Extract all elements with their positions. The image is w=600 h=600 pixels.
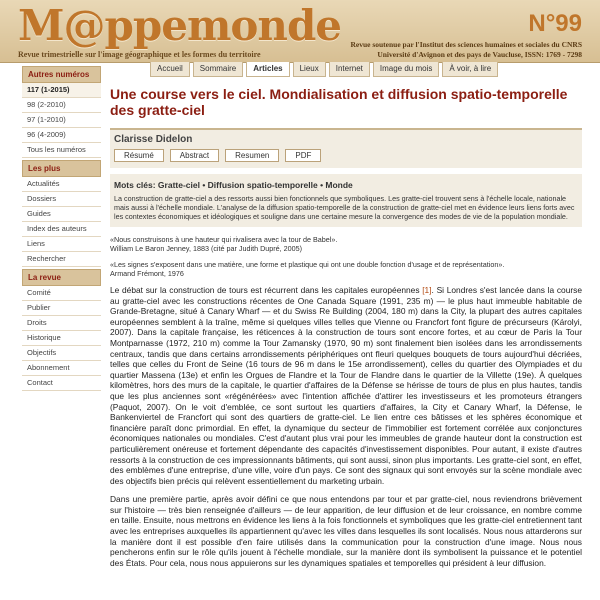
article-author[interactable]: Clarisse Didelon <box>114 134 193 145</box>
sidebar-item-droits[interactable]: Droits <box>22 316 101 331</box>
article-title: Une course vers le ciel. Mondialisation et diffusion spatio-temporelle des gratte-ciel <box>110 86 568 118</box>
epigraph-1 <box>110 235 582 253</box>
sidebar-item-actualites[interactable]: Actualités <box>22 177 101 192</box>
sidebar-item-contact[interactable]: Contact <box>22 376 101 391</box>
tab-articles[interactable]: Articles <box>246 62 289 77</box>
sidebar-item-publier[interactable]: Publier <box>22 301 101 316</box>
sidebar-item-issue-117[interactable]: 117 (1-2015) <box>22 83 101 98</box>
sidebar-item-guides[interactable]: Guides <box>22 207 101 222</box>
sidebar-item-dossiers[interactable]: Dossiers <box>22 192 101 207</box>
sidebar-heading-les-plus: Les plus <box>22 160 101 177</box>
site-header <box>0 0 600 63</box>
sidebar-heading-la-revue: La revue <box>22 269 101 286</box>
sidebar <box>22 64 101 391</box>
sidebar-heading-autres-numeros: Autres numéros <box>22 66 101 83</box>
tab-a-voir-a-lire[interactable]: À voir, à lire <box>442 62 498 77</box>
site-subtitle: Revue trimestrielle sur l'image géographique et les formes du territoire <box>18 50 261 59</box>
tab-accueil[interactable]: Accueil <box>150 62 190 77</box>
epigraph-2-text: «Les signes s'exposent dans une matière, une forme et plastique qui ont une double fonction d'usage et de représentation». <box>110 260 505 269</box>
publisher-line-1: Revue soutenue par l'Institut des sciences humaines et sociales du CNRS <box>350 40 582 49</box>
abstract-text: La construction de gratte-ciel a des ressorts aussi bien fonctionnels que symboliques. Les gratte-ciel trouvent sens à l'échelle locale, nationale mais aussi à l'échelle mondiale. L'analyse de la diffusion spatio-temporelle de la construction de gratte-ciel met en évidence leurs liens forts avec les contextes économiques et idéologiques et souligne dans une certaine mesure la convergence des modes de vie de la population mondiale. <box>114 194 575 221</box>
sidebar-item-abonnement[interactable]: Abonnement <box>22 361 101 376</box>
keywords: Mots clés: Gratte-ciel • Diffusion spatio-temporelle • Monde <box>114 180 353 190</box>
issue-number: N°99 <box>528 10 582 37</box>
abstract-box <box>110 174 582 227</box>
sidebar-item-historique[interactable]: Historique <box>22 331 101 346</box>
pdf-button[interactable]: PDF <box>285 149 321 162</box>
resumen-button[interactable]: Resumen <box>225 149 279 162</box>
tab-lieux[interactable]: Lieux <box>293 62 326 77</box>
publisher-info <box>350 40 582 60</box>
sidebar-item-rechercher[interactable]: Rechercher <box>22 252 101 267</box>
sidebar-item-index-auteurs[interactable]: Index des auteurs <box>22 222 101 237</box>
sidebar-item-all-issues[interactable]: Tous les numéros <box>22 143 101 158</box>
paragraph-1-rest: . Si Londres s'est lancée dans la course au gratte-ciel avec les constructions récentes de One Canada Square (1991, 235 m) — le plus haut immeuble habitable de Grande-Bretagne, situé à Canary Wharf — et du Swiss Re Building (2004, 180 m) dans la City, la plupart des autres capitales européennes semblent à la traîne, même si quelques villes telles que Vienne ou Francfort font figure de précurseurs (Károlyi, 2007). Dans la capitale française, les réticences à la construction de tours sont encore fortes, et au cœur de Paris la Tour Montparnasse (1972, 210 m) comme la Tour Zamansky (1970, 90 m) sont finalement bien isolées dans les arrondissements centraux, tandis que dans certains arrondissements périphériques ont fleuri quelques bouquets de tours aujourd'hui décriées, telles que celles du Front de Seine (16 tours de 96 m dans le 15e arrondissement), celles du quartier des Olympiades et du quartier Massena (13e) et enfin les Orgues de Flandre et la Tour de Flandre dans le quartier de la Villette (19e). À quelques kilomètres, hors des murs de la capitale, le quartier d'affaires de la Défense se hérisse de tours de plus en plus hautes, tandis que les plus anciennes sont «régénérées» avec l'intention affichée d'attirer les investisseurs et les promoteurs étrangers (Paquot, 2007). On le voit d'emblée, ce sont surtout les quartiers d'affaires, la City et Canary Wharf, la Défense, le Bankenviertel de Francfort qui sont des quartiers de gratte-ciel. Le lien entre ces bâtisses et les sphères économique et financière paraît donc primordial. En effet, la dynamique du secteur de l'immobilier est fortement corrélée aux conjonctures économiques nationales ou mondiales. C'est d'autant plus vrai pour les immeubles de grande hauteur dont la construction est particulièrement onéreuse et fortement dépendante des capacités d'investissement disponibles. Pour autant, il existe d'autres ressorts à la construction de ces impressionnants bâtiments, qui sont aussi, sinon plus importants. Les gratte-ciel sont, en effet, des emblèmes d'une entreprise, d'une ville, voire d'un pays. Ce sont des signaux qui sont envoyés sur la scène mondiale avec des objectifs bien précis qui relèvent essentiellement du marketing urbain. <box>110 285 582 486</box>
abstract-button[interactable]: Abstract <box>170 149 219 162</box>
sidebar-item-issue-96[interactable]: 96 (4-2009) <box>22 128 101 143</box>
body-paragraph-2: Dans une première partie, après avoir défini ce que nous entendons par tour et par gratte-ciel, nous reviendrons brièvement sur l'histoire — très bien renseignée d'ailleurs — de leur apparition, de leur diffusion et de leur croissance, en nombre comme en taille. Ensuite, nous mettrons en évidence les liens à la fois fonctionnels et symboliques que les gratte-ciel entretiennent tant avec les entreprises auxquelles ils appartiennent qu'avec les villes dans lesquelles ils sont localisés. Nous nous attarderons sur la manière dont il est possible d'en faire utilisés dans la communication pour la construction d'une image. Nous nous pencherons enfin sur le rôle qu'ils jouent à l'échelle mondiale, sur la manière dont ils symbolisent la puissance et le potentiel des États. Pour cela, nous nous appuierons sur les dynamiques spatiales et temporelles qui président à leur diffusion. <box>110 494 582 568</box>
epigraph-2 <box>110 260 582 278</box>
tab-image-du-mois[interactable]: Image du mois <box>373 62 439 77</box>
tab-sommaire[interactable]: Sommaire <box>193 62 243 77</box>
sidebar-item-issue-97[interactable]: 97 (1-2010) <box>22 113 101 128</box>
resume-button[interactable]: Résumé <box>114 149 164 162</box>
sidebar-item-liens[interactable]: Liens <box>22 237 101 252</box>
language-buttons <box>114 149 578 162</box>
epigraph-1-source: William Le Baron Jenney, 1883 (cité par Judith Dupré, 2005) <box>110 244 303 253</box>
epigraph-2-source: Armand Frémont, 1976 <box>110 269 184 278</box>
sidebar-item-comite[interactable]: Comité <box>22 286 101 301</box>
tab-internet[interactable]: Internet <box>329 62 370 77</box>
sidebar-item-objectifs[interactable]: Objectifs <box>22 346 101 361</box>
footnote-link-1[interactable]: [1] <box>422 285 432 295</box>
paragraph-1-start: Le débat sur la construction de tours est récurrent dans les capitales européennes <box>110 285 423 295</box>
sidebar-item-issue-98[interactable]: 98 (2-2010) <box>22 98 101 113</box>
article-main <box>110 78 582 576</box>
author-box <box>110 128 582 168</box>
epigraph-1-text: «Nous construisons à une hauteur qui rivalisera avec la tour de Babel». <box>110 235 338 244</box>
body-paragraph-1 <box>110 285 582 486</box>
site-logo[interactable]: M@ppemonde <box>18 1 342 50</box>
top-nav <box>150 62 498 76</box>
publisher-line-2: Université d'Avignon et des pays de Vaucluse, ISSN: 1769 - 7298 <box>377 50 582 59</box>
